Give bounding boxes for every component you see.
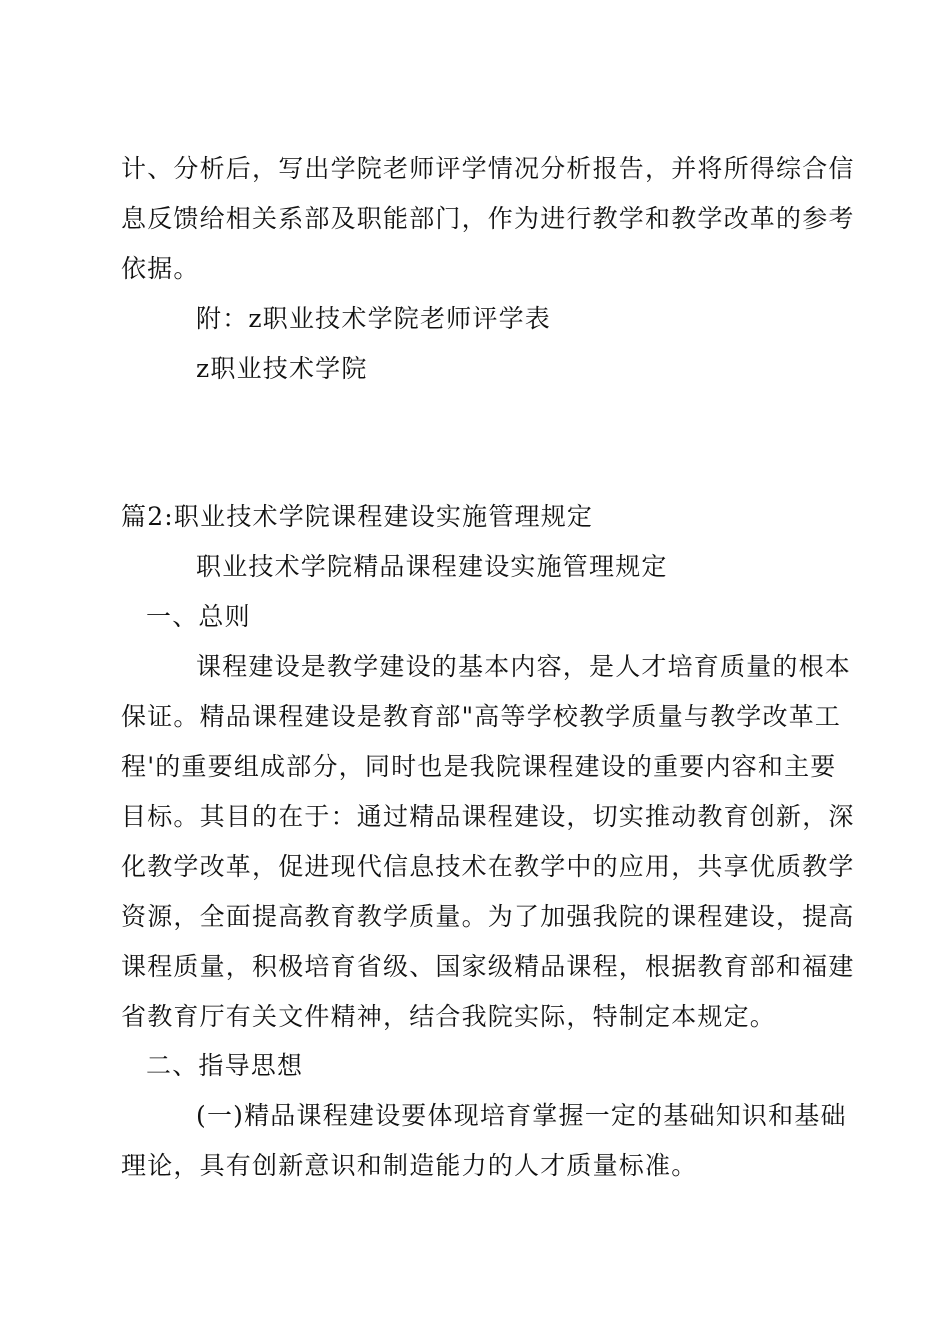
paragraph-line: 依据。	[121, 254, 200, 283]
paragraph-line: 目标。其目的在于：通过精品课程建设，切实推动教育创新，深	[121, 802, 855, 831]
paragraph-line: (一)精品课程建设要体现培育掌握一定的基础知识和基础	[196, 1101, 847, 1130]
paragraph-line: 资源，全面提高教育教学质量。为了加强我院的课程建设，提高	[121, 902, 855, 931]
paragraph-line: 理论，具有创新意识和制造能力的人才质量标准。	[121, 1151, 698, 1180]
paragraph-line: 省教育厅有关文件精神，结合我院实际，特制定本规定。	[121, 1002, 777, 1031]
paragraph-line: 保证。精品课程建设是教育部"高等学校教学质量与教学改革工	[121, 702, 842, 731]
paragraph-line: 课程质量，积极培育省级、国家级精品课程，根据教育部和福建	[121, 952, 855, 981]
paragraph-line: 程'的重要组成部分，同时也是我院课程建设的重要内容和主要	[121, 752, 837, 781]
paragraph-line: 化教学改革，促进现代信息技术在教学中的应用，共享优质教学	[121, 852, 855, 881]
signature-institution: z职业技术学院	[196, 354, 368, 383]
document-title: 职业技术学院精品课程建设实施管理规定	[196, 552, 668, 581]
chapter-heading-general: 一、总则	[146, 602, 251, 631]
paragraph-line: 计、分析后，写出学院老师评学情况分析报告，并将所得综合信	[121, 154, 855, 183]
paragraph-line: 课程建设是教学建设的基本内容，是人才培育质量的根本	[196, 652, 852, 681]
attachment-note: 附：z职业技术学院老师评学表	[196, 304, 551, 333]
section-heading: 篇2:职业技术学院课程建设实施管理规定	[121, 502, 594, 531]
paragraph-line: 息反馈给相关系部及职能部门，作为进行教学和教学改革的参考	[121, 204, 855, 233]
chapter-heading-guiding-thought: 二、指导思想	[146, 1051, 304, 1080]
